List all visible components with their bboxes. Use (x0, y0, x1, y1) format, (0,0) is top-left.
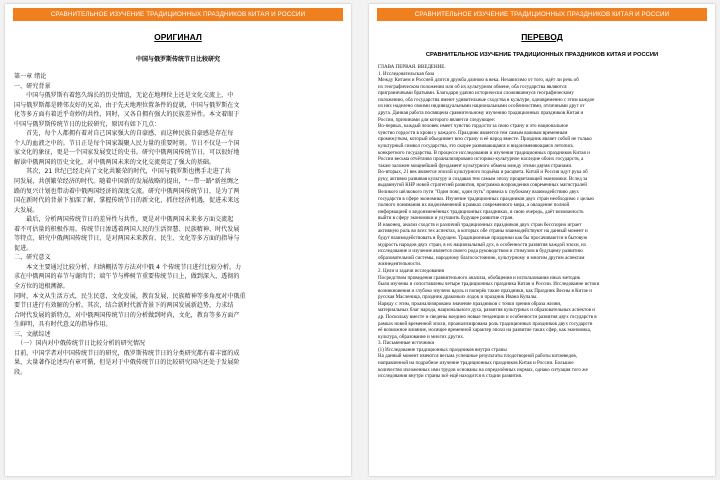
text-line: государств в сфере экономики. Изучение традиционных праздников двух стран необходимо с целью (378, 195, 594, 202)
text-line: 化等多方面有着近乎奇妙的共性，同时，又各自拥有强大的民族差异性。本文着眼于 (14, 111, 240, 119)
text-line: конкретного государства. В процессе исследования и изучения традиционных праздников Китая и (378, 149, 590, 156)
text-line: ГЛАВА ПЕРВАЯ. ВВЕДЕНИЕ. (378, 64, 446, 70)
text-line: приграничными братьями. Благодаря удачно исторически сложившемуся географическому (378, 90, 574, 97)
text-line: 目前，中国学者对中国传统节日的研究，俄罗斯传统节日的分类研究都有着丰富的成 (14, 349, 240, 357)
text-line: Наряду с этим, проанализировано значение праздников с точки зрения образа жизни, (378, 300, 562, 307)
text-line: возникновения и глубоко изучено вдоль и поперёк такие праздники, как Праздник Весны в Китае и (378, 287, 592, 294)
text-line: 家文化的象征，更是一个国家发展变迁的史书。研究中俄两国传统节日，可以很好地 (14, 149, 240, 157)
translation-body (369, 64, 715, 380)
text-line: Между Китаем и Россией длится дружба длиною в века. Независимо от того, идёт ли речь об (378, 77, 579, 84)
text-line: 二、研究意义 (14, 254, 51, 262)
text-line: На данный момент имеются весьма успешные результаты плодотворной работы китаеведов, (378, 353, 578, 360)
text-line: руку, активно развивая культуру и создавая тем самым эпоху процветающей экономики. Вслед за (378, 175, 588, 182)
translation-page (369, 4, 715, 476)
text-line: 三、文献综述 (14, 330, 51, 338)
text-line: 合时代发展的新特点，对中俄两国传统节日的分析做到时尚，文化，教育等多方面产 (14, 311, 240, 319)
text-line: 段。 (14, 368, 27, 376)
text-line: мудрость народов двух стран, в их национальный дух, в особенности развития каждой эпохи, их (378, 241, 587, 248)
text-line: 其次，21 世纪已经走向了文化共繁荣的时代，中国与俄罗斯也携手走进了共 (14, 168, 231, 176)
text-line: направленной на подробное изучение традиционных праздников Китая и России. Большое (378, 360, 574, 367)
text-line: также заложен мощнейший фундамент культурного обмена между этими двумя странами. (378, 162, 573, 169)
text-line: 中国与俄罗斯传统节日的比较研究，原因有如下几点： (14, 120, 161, 128)
text-line: 路的复兴计划也带动着中俄两国经济的深度交流。研究中俄两国传统节日，是为了两 (14, 187, 240, 195)
text-line: (1) Исследование традиционных праздников внутри страны (378, 346, 507, 353)
text-line: 要节日进行有效解的分析。其次，结合新时代新背景下的两国发展新趋势，力求结 (14, 302, 234, 310)
text-line: были изучены и сопоставлены четыре традиционных праздника Китая и России. Исследование истоки (378, 281, 600, 288)
text-line: 大发展。 (14, 206, 39, 214)
text-line: 国与俄罗斯都是睦邻友好的兄弟，由于先天地理位置条件的促就，中国与俄罗斯在文 (14, 101, 240, 109)
original-body (5, 72, 351, 378)
text-line: образовательной системы, народному благосостоянию, культурному и многим другим аспектам (378, 254, 585, 261)
text-line: информацией о видоизменённых традиционных праздниках, в свою очередь, даёт возможность (378, 208, 584, 215)
text-line: промежутком, который объединяет всю страну и её народ вместе. Праздник являет собой не только (378, 136, 592, 143)
text-line: 生鲜明，具有时代意义的指导作用。 (14, 321, 112, 329)
text-line: количество изложенных ими трудов основаны на определённых нормах, однако ситуация того же (378, 366, 588, 373)
text-line: Великого шёлкового пути "Один пояс, один путь" привела к глубокому взаимодействию двух (378, 188, 579, 195)
text-line: чувство гордости в крови у каждого. Праздник является тем самым важным временным (378, 129, 568, 136)
page-banner: СРАВНИТЕЛЬНОЕ ИЗУЧЕНИЕ ТРАДИЦИОННЫХ ПРАЗДНИКОВ КИТАЯ И РОССИИ (13, 8, 343, 21)
text-line: активную роль во всех тех аспектах, в которых обе страны взаимодействуют на данный момент и (378, 228, 588, 235)
text-line: 首先，每个人都拥有着对自己国家强大的自豪感，而这种民族自豪感是存在每 (14, 130, 234, 138)
text-line: 同时，本文从生活方式，民生民意，文化发展，教育发展，民族精神等多角度对中俄重 (14, 292, 246, 300)
text-line: 2. Цели и задачи исследования (378, 267, 444, 274)
text-line: исследования внутри страны всё ещё находится в стадии развития. (378, 373, 523, 380)
text-line: 本文主要通过比较分析、归纳概括等方法对中俄 4 个传统节日进行比较分析。力 (14, 263, 242, 271)
text-line: Во-вторых, 21 век является эпохой культурного подъёма и расцвета. Китай и Россия идут рука об (378, 169, 588, 176)
text-line: Посредством проведения сравнительного анализа, обобщения и использования иных методик (378, 274, 581, 281)
text-line: 1. Исследовательская база (378, 70, 435, 77)
text-line: 果，大量著作论述均有章可循，但是对于中俄传统节日的比较研究国内还处于发展阶 (14, 359, 240, 367)
text-line: культура, образование и многих других. (378, 333, 465, 340)
text-line: 等特点，研究中俄两国传统节日，是对两国未来教育、民生、文化等多方面的指导与 (14, 235, 240, 243)
text-line: 解读中俄两国的历史文化，对中俄两国未来的文化交流奠定了强大的基础。 (14, 158, 216, 166)
text-line: материальных благ народа, национального духа, развития культурных и образовательных аспектов и (378, 307, 595, 314)
text-line: （一）国内对中俄传统节日比较分析的研究情况 (14, 340, 146, 348)
text-line: 促进。 (14, 244, 33, 252)
translation-title: СРАВНИТЕЛЬНОЕ ИЗУЧЕНИЕ ТРАДИЦИОННЫХ ПРАЗДНИКОВ КИТАЯ И РОССИИ (425, 52, 659, 58)
text-line: 3. Письменные источники (378, 340, 435, 347)
text-line: 最后，分析两国传统节日的差异性与共性，更是对中俄两国未来多方面交流起 (14, 216, 234, 224)
text-line: культурный символ государства, это скорее развивающаяся и видоизменяющаяся летопись (378, 142, 574, 149)
text-line: из них наделено своими индивидуальными национальными особенностями, отличными друг от (378, 103, 585, 110)
text-line: выйти в сферу экономики и улучшить будущее развитие стран. (378, 215, 514, 222)
text-line: их географическом положении или об их культурном обмене, оба государства являются (378, 83, 567, 90)
text-line: 第一章 绪论 (14, 73, 47, 80)
text-line: друга. Данная работа посвящена сравнительному изучению традиционных праздников Китая и (378, 110, 584, 117)
text-line: её возможное влияние, носящее временной характер эпохи на развитие таких сфер, как экономика, (378, 327, 592, 334)
translation-heading: ПЕРЕВОД (521, 32, 563, 42)
text-line: 国在新时代的背景下加深了解，掌握传统节日的新文化，抓住经济机遇，促进未来远 (14, 197, 240, 205)
text-line: И наконец, анализ сходств и различий традиционных праздников двух стран бесспорно играет (378, 221, 582, 228)
text-line: 全方位的追根溯源。 (14, 283, 69, 291)
text-line: 着不可估量的积极作用。传统节日渗透着两国人民的生活智慧、民族精神、时代发展 (14, 225, 240, 233)
text-line: 同发展，共创繁荣经济的时代。随着中国新的发展战略的提出，"一带一路"新丝绸之 (14, 178, 239, 186)
original-page (5, 4, 351, 476)
text-line: России весьма отчётливо проанализировано историко-культурное наследие обоих государств, а (378, 156, 584, 163)
text-line: жизнедеятельности. (378, 261, 422, 268)
text-line: полного понимания их видоизменений в рамках современного мира, а овладение полной (378, 202, 570, 209)
original-heading: ОРИГИНАЛ (154, 32, 202, 42)
text-line: 一、研究背景 (14, 82, 51, 90)
text-line: русская Масленица, праздник драконьих лодок и праздник Ивана Купалы. (378, 294, 538, 301)
text-line: 求在中俄两国的春节与谢肉节；端午节与桦树节重要传统节日上，做到深入、透彻的 (14, 273, 240, 281)
text-line: рамках новой временной эпохи, проанализирована роль традиционных праздников двух государств (378, 320, 593, 327)
text-line: 个人的血液之中的。节日正是每个国家凝聚人民力量的重要时刻。节日不仅是一个国 (14, 139, 240, 147)
text-line: будут взаимодействовать в будущем. Традиционные праздники как бы просачиваются в бытовую (378, 235, 588, 242)
page-banner: СРАВНИТЕЛЬНОЕ ИЗУЧЕНИЕ ТРАДИЦИОННЫХ ПРАЗДНИКОВ КИТАЯ И РОССИИ (377, 8, 707, 21)
text-line: Во-первых, каждый человек имеет чувство гордости за свою страну и это национальное (378, 123, 569, 130)
text-line: исследование и изучение является своего рода руководством и стимулом в будущему развитию (378, 248, 583, 255)
original-title: 中国与俄罗斯传统节日比较研究 (135, 56, 220, 63)
text-line: выдвинутой КНР новой стратегией развития, программа возрождения современных магистралей (378, 182, 587, 189)
text-line: др. Поскольку вместе и сведены воедино новые тенденции и особенности развития двух государств в (378, 313, 597, 320)
text-line: положению, оба государства имеют удивительные сходства в культуре, одновременно с этим каждое (378, 96, 595, 103)
text-line: 中国与俄罗斯有着悠久绵长的历史情谊，无论在地理位上还是文化交流上，中 (14, 92, 234, 100)
text-line: России, причинами для которого является следующее: (378, 116, 496, 123)
